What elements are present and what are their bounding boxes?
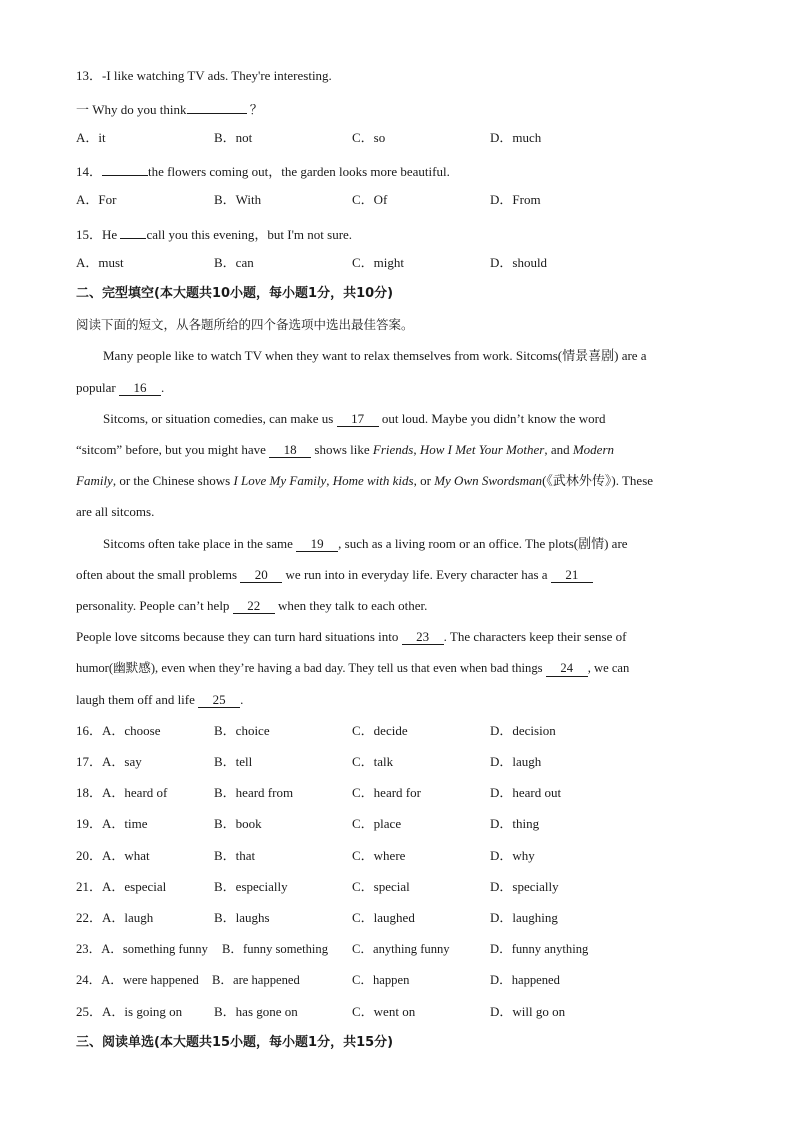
- option-d[interactable]: D．laugh: [490, 754, 542, 769]
- option-d[interactable]: D．why: [490, 848, 535, 863]
- cloze-options-19: [76, 815, 756, 833]
- cloze-options-16: [76, 722, 756, 740]
- option-c[interactable]: C．Of: [352, 192, 388, 207]
- option-a[interactable]: 21．A．especial: [76, 879, 167, 894]
- question-15-options: [76, 254, 756, 272]
- passage-line: Sitcoms often take place in the same 19 , such as a living room or an office. The plots(剧情) are: [103, 536, 628, 551]
- option-d[interactable]: D．decision: [490, 723, 556, 738]
- answer-blank[interactable]: [102, 160, 148, 176]
- section-3-title: 三、阅读单选(本大题共15小题，每小题1分，共15分): [76, 1035, 394, 1050]
- option-a[interactable]: 19．A．time: [76, 816, 148, 831]
- cloze-options-25: [76, 1003, 756, 1021]
- passage-line: Family, or the Chinese shows I Love My Family, Home with kids, or My Own Swordsman(《武林外传》). These: [76, 473, 654, 488]
- option-b[interactable]: B．choice: [214, 723, 270, 738]
- cloze-blank-18[interactable]: 18: [269, 442, 311, 458]
- option-b[interactable]: B．book: [214, 816, 262, 831]
- passage-line: popular 16 .: [76, 380, 165, 395]
- section-2-instruction: 阅读下面的短文，从各题所给的四个备选项中选出最佳答案。: [76, 317, 414, 332]
- option-d[interactable]: D．much: [490, 130, 542, 145]
- cloze-blank-25[interactable]: 25: [198, 692, 240, 708]
- option-b[interactable]: B．especially: [214, 879, 288, 894]
- question-13-stem: 13．-I like watching TV ads. They're interesting.: [76, 68, 332, 83]
- option-c[interactable]: C．decide: [352, 723, 408, 738]
- answer-blank[interactable]: [187, 98, 247, 114]
- cloze-blank-20[interactable]: 20: [240, 567, 282, 583]
- cloze-options-21: [76, 878, 756, 896]
- option-b[interactable]: B．laughs: [214, 910, 270, 925]
- option-a[interactable]: 25．A．is going on: [76, 1004, 183, 1019]
- cloze-options-20: [76, 847, 756, 865]
- option-a[interactable]: 23．A．something funny: [76, 942, 208, 956]
- option-d[interactable]: D．thing: [490, 816, 540, 831]
- option-c[interactable]: C．special: [352, 879, 410, 894]
- option-b[interactable]: B．funny something: [222, 942, 328, 956]
- option-d[interactable]: D．heard out: [490, 785, 562, 800]
- option-d[interactable]: D．happened: [490, 973, 560, 987]
- question-13-stem-line2: 一 Why do you think ？: [76, 98, 263, 116]
- cloze-options-17: [76, 753, 756, 771]
- option-d[interactable]: D．specially: [490, 879, 559, 894]
- passage-line: humor(幽默感), even when they’re having a bad day. They tell us that even when bad things 24 , we can: [76, 661, 630, 675]
- question-14-options: [76, 191, 756, 209]
- cloze-blank-17[interactable]: 17: [337, 411, 379, 427]
- cloze-blank-16[interactable]: 16: [119, 380, 161, 396]
- option-c[interactable]: C．where: [352, 848, 406, 863]
- question-13-options: [76, 129, 756, 147]
- option-d[interactable]: D．funny anything: [490, 942, 589, 956]
- passage-line: People love sitcoms because they can turn hard situations into 23 . The characters keep their sense of: [76, 629, 627, 644]
- cloze-options-24: [76, 971, 756, 989]
- passage-line: often about the small problems 20 we run into in everyday life. Every character has a 21: [76, 566, 593, 584]
- option-c[interactable]: C．heard for: [352, 785, 421, 800]
- option-b[interactable]: B．With: [214, 192, 262, 207]
- option-d[interactable]: D．From: [490, 192, 541, 207]
- option-b[interactable]: B．are happened: [212, 973, 300, 987]
- option-a[interactable]: 22．A．laugh: [76, 910, 154, 925]
- section-2-title: 二、完型填空(本大题共10小题，每小题1分，共10分): [76, 286, 394, 301]
- option-a[interactable]: A．it: [76, 130, 106, 145]
- passage-line: Many people like to watch TV when they want to relax themselves from work. Sitcoms(情景喜剧) are a: [103, 348, 647, 363]
- cloze-options-23: [76, 940, 756, 958]
- cloze-blank-22[interactable]: 22: [233, 598, 275, 614]
- option-c[interactable]: C．happen: [352, 973, 410, 987]
- passage-line: Sitcoms, or situation comedies, can make us 17 out loud. Maybe you didn’t know the word: [103, 411, 606, 426]
- cloze-blank-21[interactable]: 21: [551, 567, 593, 583]
- option-c[interactable]: C．anything funny: [352, 942, 450, 956]
- option-a[interactable]: 20．A．what: [76, 848, 150, 863]
- option-b[interactable]: B．not: [214, 130, 253, 145]
- cloze-options-22: [76, 909, 756, 927]
- option-a[interactable]: A．must: [76, 255, 124, 270]
- option-b[interactable]: B．can: [214, 255, 254, 270]
- option-c[interactable]: C．so: [352, 130, 386, 145]
- option-b[interactable]: B．that: [214, 848, 256, 863]
- option-b[interactable]: B．heard from: [214, 785, 294, 800]
- option-a[interactable]: 24．A．were happened: [76, 973, 199, 987]
- option-a[interactable]: 18．A．heard of: [76, 785, 168, 800]
- option-c[interactable]: C．talk: [352, 754, 394, 769]
- option-b[interactable]: B．has gone on: [214, 1004, 298, 1019]
- question-14-stem: 14． the flowers coming out，the garden looks more beautiful.: [76, 160, 450, 178]
- answer-blank[interactable]: [120, 223, 146, 239]
- option-c[interactable]: C．went on: [352, 1004, 416, 1019]
- passage-line: laugh them off and life 25 .: [76, 692, 244, 707]
- passage-line: are all sitcoms.: [76, 504, 155, 519]
- option-c[interactable]: C．might: [352, 255, 405, 270]
- passage-line: “sitcom” before, but you might have 18 shows like Friends, How I Met Your Mother, and Modern: [76, 442, 615, 457]
- cloze-options-18: [76, 784, 756, 802]
- passage-line: personality. People can’t help 22 when they talk to each other.: [76, 598, 428, 613]
- question-15-stem: 15．He call you this evening，but I'm not sure.: [76, 223, 352, 241]
- option-b[interactable]: B．tell: [214, 754, 253, 769]
- option-c[interactable]: C．laughed: [352, 910, 415, 925]
- option-d[interactable]: D．will go on: [490, 1004, 566, 1019]
- option-c[interactable]: C．place: [352, 816, 402, 831]
- cloze-blank-19[interactable]: 19: [296, 536, 338, 552]
- cloze-blank-24[interactable]: 24: [546, 661, 588, 677]
- option-a[interactable]: A．For: [76, 192, 117, 207]
- option-a[interactable]: 16．A．choose: [76, 723, 161, 738]
- option-a[interactable]: 17．A．say: [76, 754, 142, 769]
- option-d[interactable]: D．laughing: [490, 910, 558, 925]
- cloze-blank-23[interactable]: 23: [402, 629, 444, 645]
- option-d[interactable]: D．should: [490, 255, 548, 270]
